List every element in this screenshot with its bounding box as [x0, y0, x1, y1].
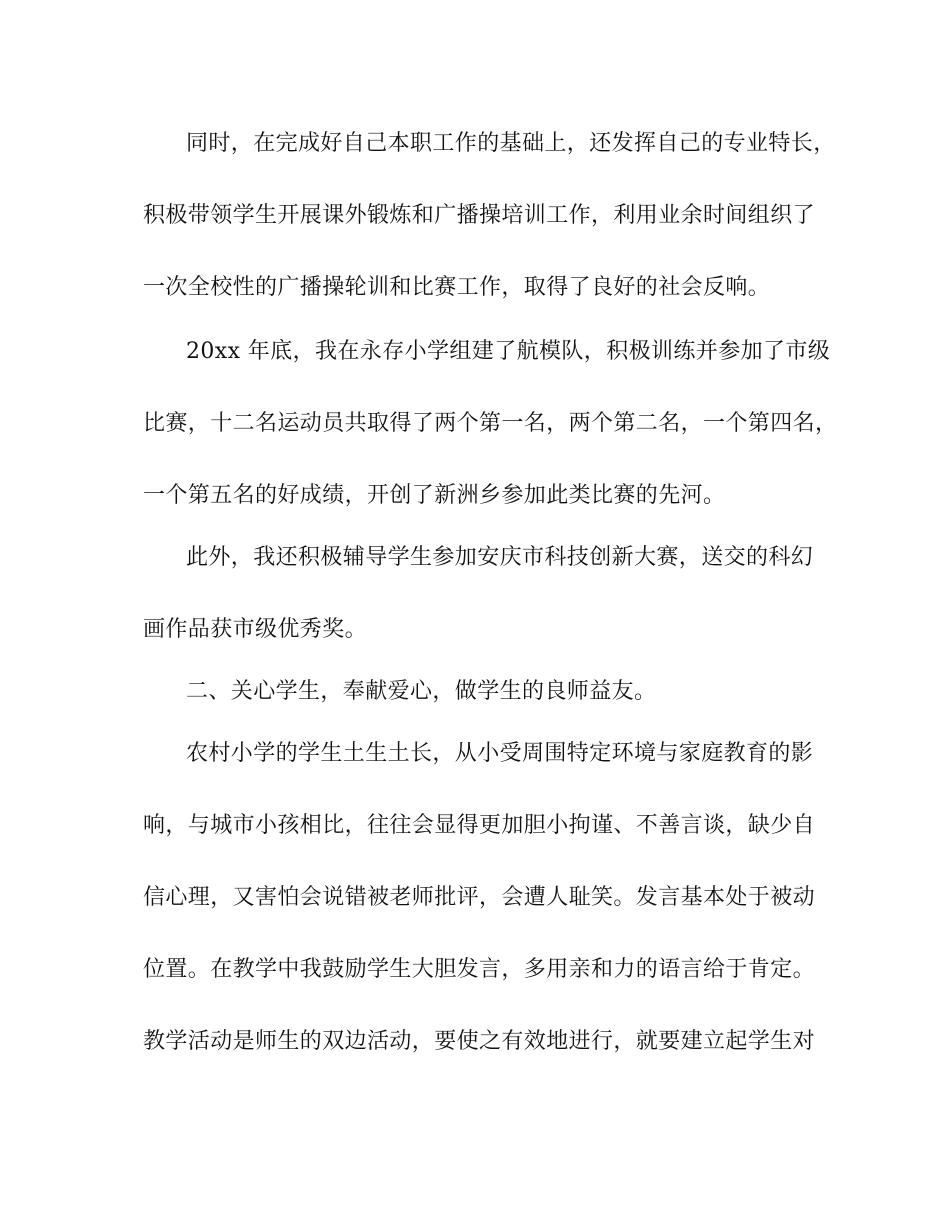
text-line-1: 同时，在完成好自己本职工作的基础上，还发挥自己的专业特长， [186, 131, 836, 156]
text-line-6: 一个第五名的好成绩，开创了新洲乡参加此类比赛的先河。 [143, 483, 726, 508]
text-line-14: 教学活动是师生的双边活动，要使之有效地进行，就要建立起学生对 [143, 1029, 816, 1054]
text-line-7: 此外，我还积极辅导学生参加安庆市科技创新大赛，送交的科幻 [186, 545, 814, 570]
text-line-12: 信心理，又害怕会说错被老师批评，会遭人耻笑。发言基本处于被动 [143, 885, 816, 910]
text-line-2: 积极带领学生开展课外锻炼和广播操培训工作，利用业余时间组织了 [143, 203, 816, 228]
text-line-4: 20xx 年底，我在永存小学组建了航模队，积极训练并参加了市级 [186, 339, 831, 364]
text-line-5: 比赛，十二名运动员共取得了两个第一名，两个第二名，一个第四名， [143, 411, 838, 436]
section-heading: 二、关心学生，奉献爱心，做学生的良师益友。 [186, 679, 657, 704]
text-line-11: 响，与城市小孩相比，往往会显得更加胆小拘谨、不善言谈，缺少自 [143, 813, 816, 838]
text-line-8: 画作品获市级优秀奖。 [143, 617, 368, 642]
text-line-13: 位置。在教学中我鼓励学生大胆发言，多用亲和力的语言给于肯定。 [143, 957, 816, 982]
text-line-3: 一次全校性的广播操轮训和比赛工作，取得了良好的社会反响。 [143, 275, 771, 300]
text-line-10: 农村小学的学生土生土长，从小受周围特定环境与家庭教育的影 [186, 741, 814, 766]
